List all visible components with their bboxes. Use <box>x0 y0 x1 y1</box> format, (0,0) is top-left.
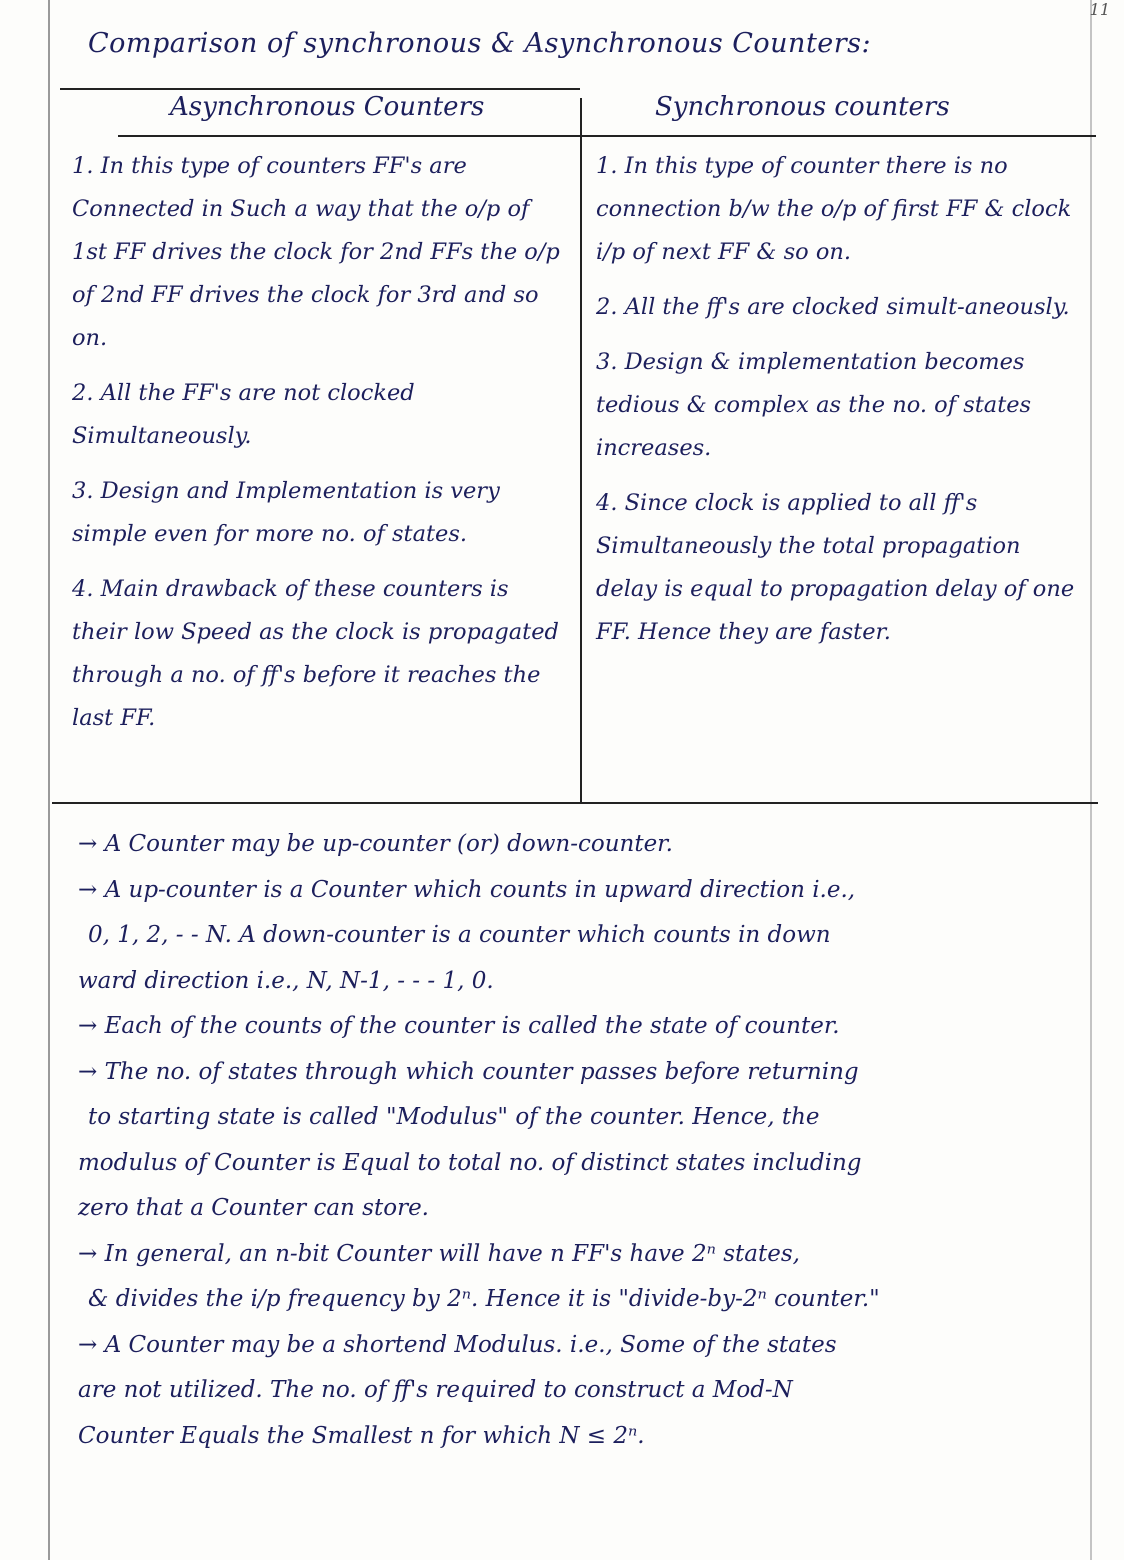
counter-notes <box>78 822 1078 1459</box>
async-point-3: 3. Design and Implementation is very simple even for more no. of states. <box>72 478 500 547</box>
note-line: Counter Equals the Smallest n for which N ≤ 2ⁿ. <box>78 1422 645 1449</box>
note-line: → The no. of states through which counter passes before returning <box>78 1058 859 1085</box>
header-synchronous: Synchronous counters <box>655 92 950 122</box>
sync-point-2: 2. All the ff's are clocked simult-aneously. <box>596 294 1070 320</box>
note-line: → Each of the counts of the counter is called the state of counter. <box>78 1013 840 1039</box>
asynchronous-column <box>72 145 568 752</box>
async-point-2: 2. All the FF's are not clocked Simultaneously. <box>72 380 415 449</box>
note-line: are not utilized. The no. of ff's required to construct a Mod-N <box>78 1377 793 1403</box>
note-line: & divides the i/p frequency by 2ⁿ. Hence it is "divide-by-2ⁿ counter." <box>88 1286 880 1312</box>
async-point-1: 1. In this type of counters FF's are Connected in Such a way that the o/p of 1st FF drives the clock for 2nd FFs the o/p of 2nd FF drives the clock for 3rd and so on. <box>72 153 560 351</box>
page-number: 11 <box>1089 0 1110 19</box>
header-asynchronous: Asynchronous Counters <box>170 92 485 122</box>
note-line: → A up-counter is a Counter which counts in upward direction i.e., <box>78 876 856 903</box>
sync-point-1: 1. In this type of counter there is no connection b/w the o/p of first FF & clock i/p of next FF & so on. <box>596 153 1072 265</box>
sync-point-3: 3. Design & implementation becomes tedious & complex as the no. of states increases. <box>596 349 1032 461</box>
note-line: 0, 1, 2, - - N. A down-counter is a counter which counts in down <box>88 922 831 948</box>
synchronous-column <box>596 145 1076 666</box>
table-top-rule-left <box>60 88 580 90</box>
table-bottom-rule <box>52 802 1098 804</box>
table-header-rule <box>118 135 1096 137</box>
note-line: → A Counter may be a shortend Modulus. i.e., Some of the states <box>78 1331 837 1358</box>
note-line: zero that a Counter can store. <box>78 1195 429 1221</box>
right-margin-line <box>1090 0 1092 1560</box>
left-margin-line <box>48 0 50 1560</box>
note-line: → A Counter may be up-counter (or) down-counter. <box>78 831 673 857</box>
note-line: to starting state is called "Modulus" of the counter. Hence, the <box>88 1104 820 1130</box>
note-line: modulus of Counter is Equal to total no. of distinct states including <box>78 1149 862 1176</box>
sync-point-4: 4. Since clock is applied to all ff's Simultaneously the total propagation delay is equal to propagation delay of one FF. Hence they are faster. <box>596 490 1075 645</box>
note-line: → In general, an n-bit Counter will have n FF's have 2ⁿ states, <box>78 1240 800 1267</box>
async-point-4: 4. Main drawback of these counters is their low Speed as the clock is propagated through a no. of ff's before it reaches the last FF. <box>72 576 559 731</box>
table-center-divider <box>580 98 582 803</box>
note-line: ward direction i.e., N, N-1, - - - 1, 0. <box>78 967 494 994</box>
page-title: Comparison of synchronous & Asynchronous Counters: <box>88 28 872 59</box>
